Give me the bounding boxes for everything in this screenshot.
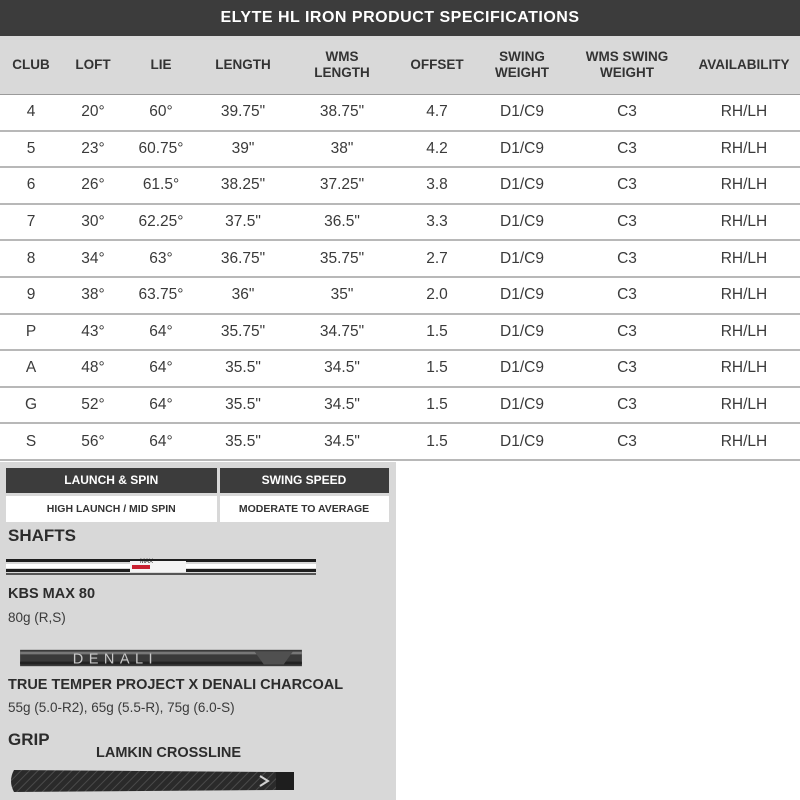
table-cell: 62.25° xyxy=(124,204,198,241)
column-header-line: WEIGHT xyxy=(600,64,654,80)
table-cell: 8 xyxy=(0,240,62,277)
svg-text:DENALI: DENALI xyxy=(72,651,159,668)
column-header-line: CLUB xyxy=(12,56,50,72)
table-cell: RH/LH xyxy=(688,204,800,241)
column-header-line: AVAILABILITY xyxy=(698,56,790,72)
column-header xyxy=(288,36,396,94)
table-cell: 4 xyxy=(0,94,62,131)
table-cell: 48° xyxy=(62,350,124,387)
column-header-line: LIE xyxy=(150,56,172,72)
table-cell: G xyxy=(0,387,62,424)
table-cell: 1.5 xyxy=(396,423,478,460)
table-cell: 3.8 xyxy=(396,167,478,204)
table-row xyxy=(0,204,800,241)
table-cell: 36.5" xyxy=(288,204,396,241)
column-header-line: LENGTH xyxy=(215,56,271,72)
table-cell: C3 xyxy=(566,423,688,460)
table-cell: 61.5° xyxy=(124,167,198,204)
table-row xyxy=(0,167,800,204)
table-cell: 35.75" xyxy=(198,314,288,351)
table-title: ELYTE HL IRON PRODUCT SPECIFICATIONS xyxy=(0,0,800,36)
table-cell: C3 xyxy=(566,314,688,351)
table-cell: D1/C9 xyxy=(478,131,566,168)
table-cell: C3 xyxy=(566,131,688,168)
column-header xyxy=(396,36,478,94)
table-cell: C3 xyxy=(566,204,688,241)
table-cell: RH/LH xyxy=(688,94,800,131)
table-cell: C3 xyxy=(566,240,688,277)
table-cell: RH/LH xyxy=(688,423,800,460)
table-cell: 38.75" xyxy=(288,94,396,131)
shaft-spec-kbs: 80g (R,S) xyxy=(8,610,66,625)
svg-text:MAX: MAX xyxy=(140,559,154,565)
table-cell: 37.25" xyxy=(288,167,396,204)
column-header-line: LENGTH xyxy=(314,64,370,80)
shaft-spec-denali: 55g (5.0-R2), 65g (5.5-R), 75g (6.0-S) xyxy=(8,700,235,715)
table-cell: 34.5" xyxy=(288,387,396,424)
table-cell: D1/C9 xyxy=(478,387,566,424)
table-cell: 30° xyxy=(62,204,124,241)
shafts-heading: SHAFTS xyxy=(8,526,76,545)
table-cell: RH/LH xyxy=(688,131,800,168)
table-row xyxy=(0,350,800,387)
table-cell: RH/LH xyxy=(688,350,800,387)
table-cell: 26° xyxy=(62,167,124,204)
shaft-name-denali: TRUE TEMPER PROJECT X DENALI CHARCOAL xyxy=(8,677,344,693)
table-cell: 63° xyxy=(124,240,198,277)
table-cell: 64° xyxy=(124,314,198,351)
column-header-line: WMS xyxy=(325,48,359,64)
grip-heading: GRIP xyxy=(8,730,50,749)
specifications-table xyxy=(0,36,800,461)
column-header xyxy=(478,36,566,94)
column-header xyxy=(124,36,198,94)
table-header-row xyxy=(0,36,800,94)
table-cell: 35.75" xyxy=(288,240,396,277)
table-cell: C3 xyxy=(566,277,688,314)
table-cell: 43° xyxy=(62,314,124,351)
table-cell: D1/C9 xyxy=(478,167,566,204)
shaft-name-kbs: KBS MAX 80 xyxy=(8,586,96,602)
table-cell: 7 xyxy=(0,204,62,241)
table-cell: S xyxy=(0,423,62,460)
column-header-line: LOFT xyxy=(75,56,111,72)
table-cell: 63.75° xyxy=(124,277,198,314)
table-cell: P xyxy=(0,314,62,351)
table-cell: 39" xyxy=(198,131,288,168)
table-cell: RH/LH xyxy=(688,314,800,351)
launch-swing-boxes xyxy=(6,468,392,522)
table-cell: 36" xyxy=(198,277,288,314)
table-cell: 34.5" xyxy=(288,350,396,387)
swing-speed-value: MODERATE TO AVERAGE xyxy=(218,494,390,522)
table-cell: RH/LH xyxy=(688,277,800,314)
table-cell: D1/C9 xyxy=(478,94,566,131)
table-cell: 35.5" xyxy=(198,423,288,460)
table-cell: 9 xyxy=(0,277,62,314)
table-row xyxy=(0,277,800,314)
table-cell: 56° xyxy=(62,423,124,460)
table-cell: RH/LH xyxy=(688,387,800,424)
table-cell: 35.5" xyxy=(198,350,288,387)
column-header-line: WEIGHT xyxy=(495,64,549,80)
grip-image xyxy=(8,766,308,796)
table-cell: 52° xyxy=(62,387,124,424)
table-cell: C3 xyxy=(566,350,688,387)
table-cell: D1/C9 xyxy=(478,423,566,460)
table-cell: 5 xyxy=(0,131,62,168)
grip-name: LAMKIN CROSSLINE xyxy=(96,745,241,761)
table-cell: 1.5 xyxy=(396,314,478,351)
table-cell: 64° xyxy=(124,387,198,424)
table-cell: D1/C9 xyxy=(478,277,566,314)
column-header-line: WMS SWING xyxy=(585,48,669,64)
swing-speed-header: SWING SPEED xyxy=(218,468,390,494)
table-cell: 34.75" xyxy=(288,314,396,351)
table-cell: D1/C9 xyxy=(478,204,566,241)
table-cell: A xyxy=(0,350,62,387)
table-cell: C3 xyxy=(566,167,688,204)
table-cell: 2.0 xyxy=(396,277,478,314)
table-cell: 64° xyxy=(124,423,198,460)
table-cell: 38" xyxy=(288,131,396,168)
table-cell: 3.3 xyxy=(396,204,478,241)
table-cell: 4.7 xyxy=(396,94,478,131)
column-header xyxy=(198,36,288,94)
table-cell: 38.25" xyxy=(198,167,288,204)
launch-spin-header: LAUNCH & SPIN xyxy=(6,468,218,494)
table-cell: 64° xyxy=(124,350,198,387)
table-cell: 6 xyxy=(0,167,62,204)
table-cell: 36.75" xyxy=(198,240,288,277)
table-cell: 2.7 xyxy=(396,240,478,277)
column-header-line: OFFSET xyxy=(410,56,464,72)
table-cell: 1.5 xyxy=(396,350,478,387)
table-cell: D1/C9 xyxy=(478,240,566,277)
table-cell: D1/C9 xyxy=(478,350,566,387)
table-cell: 34° xyxy=(62,240,124,277)
column-header-line: SWING xyxy=(499,48,545,64)
column-header xyxy=(0,36,62,94)
table-row xyxy=(0,131,800,168)
table-cell: 1.5 xyxy=(396,387,478,424)
lower-panel xyxy=(0,462,396,800)
table-cell: RH/LH xyxy=(688,240,800,277)
denali-shaft-image xyxy=(6,648,316,668)
table-row xyxy=(0,94,800,131)
table-cell: 4.2 xyxy=(396,131,478,168)
table-cell: 37.5" xyxy=(198,204,288,241)
table-cell: C3 xyxy=(566,94,688,131)
table-cell: 20° xyxy=(62,94,124,131)
table-cell: 23° xyxy=(62,131,124,168)
column-header xyxy=(62,36,124,94)
table-row xyxy=(0,314,800,351)
table-cell: D1/C9 xyxy=(478,314,566,351)
table-cell: 35" xyxy=(288,277,396,314)
kbs-shaft-image xyxy=(6,557,316,577)
column-header xyxy=(688,36,800,94)
table-cell: 60.75° xyxy=(124,131,198,168)
table-cell: 38° xyxy=(62,277,124,314)
table-cell: 60° xyxy=(124,94,198,131)
table-row xyxy=(0,387,800,424)
table-row xyxy=(0,423,800,460)
table-cell: 35.5" xyxy=(198,387,288,424)
column-header xyxy=(566,36,688,94)
table-cell: RH/LH xyxy=(688,167,800,204)
table-cell: C3 xyxy=(566,387,688,424)
table-cell: 34.5" xyxy=(288,423,396,460)
table-cell: 39.75" xyxy=(198,94,288,131)
table-row xyxy=(0,240,800,277)
launch-spin-value: HIGH LAUNCH / MID SPIN xyxy=(6,494,218,522)
